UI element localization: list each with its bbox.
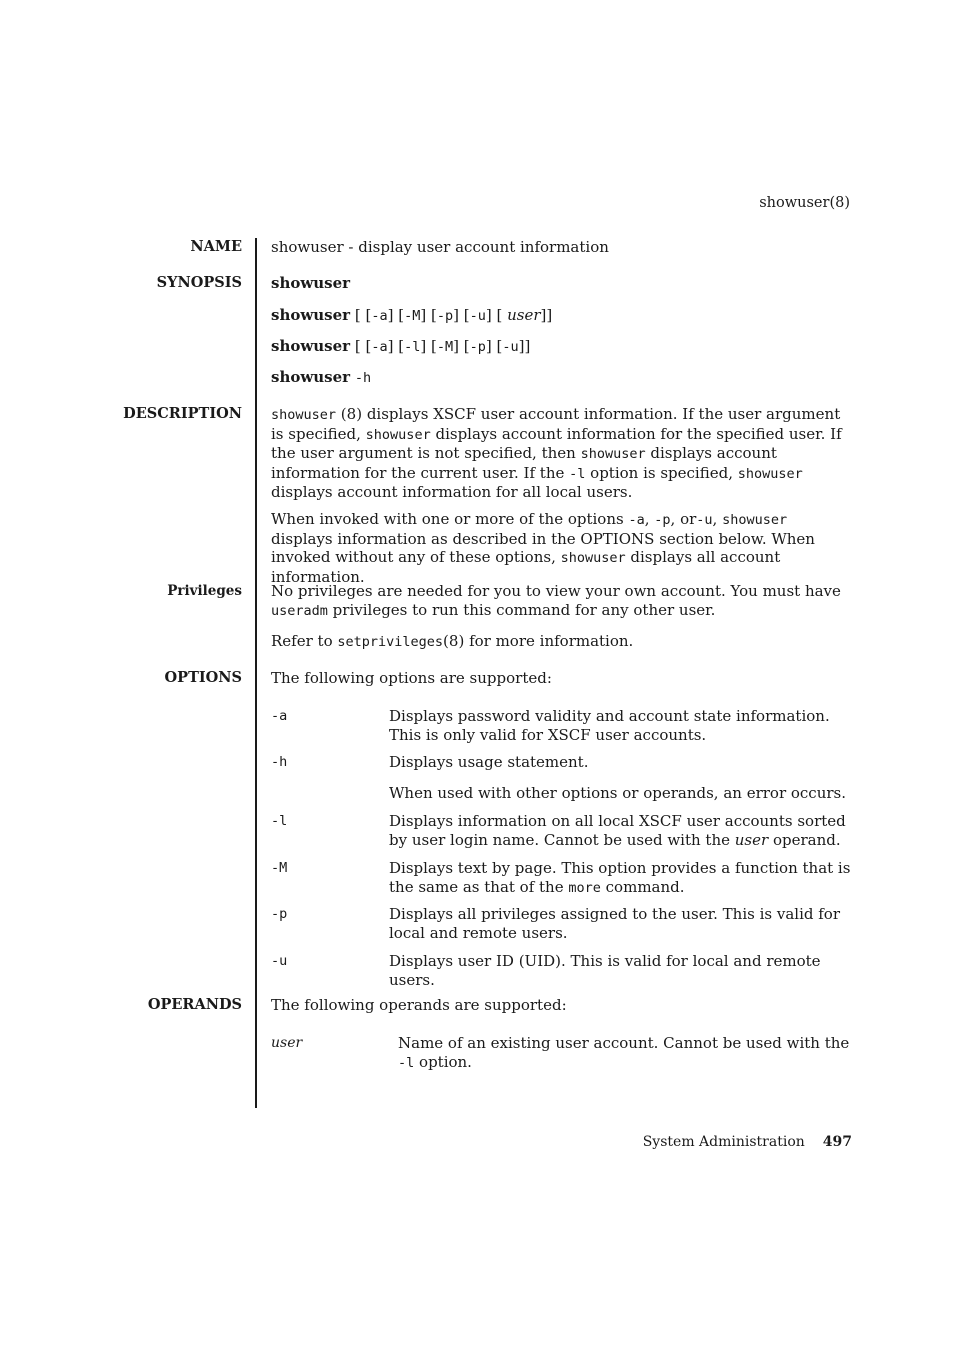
option-key: -h (271, 754, 288, 770)
name-label: NAME (190, 238, 242, 255)
page-footer (643, 1134, 852, 1150)
synopsis-label: SYNOPSIS (156, 274, 242, 291)
privileges-label: Privileges (167, 583, 242, 599)
option-description: Displays usage statement. (389, 753, 589, 771)
description-paragraph-1: showuser (8) displays XSCF user account information. If the user argument is specified, showuser displays account information for the specified user. If the user argument is not specified, then showuser displays account information for the current user. If the -l option is specified, showuser displays account information for all local users. (271, 405, 842, 501)
operands-label: OPERANDS (147, 996, 242, 1013)
privileges-paragraph-1: No privileges are needed for you to view your own account. You must have useradm privileges to run this command for any other user. (271, 582, 841, 619)
synopsis-command: showuser (271, 337, 351, 355)
synopsis-command: showuser (271, 306, 351, 324)
option-description: Displays user ID (UID). This is valid for local and remote users. (389, 952, 821, 989)
description-paragraph-2: When invoked with one or more of the options -a, -p, or-u, showuser displays information as described in the OPTIONS section below. When invoked without any of these options, showuser displays all account information. (271, 510, 815, 586)
option-key: -a (271, 708, 288, 724)
option-key: -p (271, 906, 288, 922)
options-intro: The following options are supported: (271, 669, 552, 687)
option-description: Displays all privileges assigned to the user. This is valid for local and remote users. (389, 905, 840, 942)
operand-key: user (271, 1035, 303, 1051)
option-key: -u (271, 953, 288, 969)
option-key: -l (271, 813, 288, 829)
synopsis-line-4: showuser -h (271, 368, 372, 386)
footer-page-number: 497 (822, 1134, 852, 1150)
page-header-title: showuser(8) (759, 195, 850, 211)
synopsis-command: showuser (271, 274, 351, 292)
option-description: When used with other options or operands, an error occurs. (389, 784, 847, 802)
operands-intro: The following operands are supported: (271, 996, 567, 1014)
option-description: Displays password validity and account state information. This is only valid for XSCF user accounts. (389, 707, 830, 744)
synopsis-line-1 (271, 274, 853, 293)
description-label: DESCRIPTION (123, 405, 242, 422)
synopsis-line-3: showuser [ [-a] [-l] [-M] [-p] [-u]] (271, 337, 531, 355)
operand-description: Name of an existing user account. Cannot be used with the -l option. (398, 1034, 850, 1071)
synopsis-line-2: showuser [ [-a] [-M] [-p] [-u] [ user]] (271, 306, 553, 324)
footer-book-title: System Administration (642, 1134, 805, 1150)
option-description: Displays information on all local XSCF user accounts sorted by user login name. Cannot be used with the user operand. (389, 812, 846, 849)
option-key: -M (271, 860, 288, 876)
privileges-paragraph-2: Refer to setprivileges(8) for more information. (271, 632, 634, 650)
synopsis-command: showuser (271, 368, 351, 386)
section-divider-rule (255, 238, 257, 1108)
name-text: showuser - display user account information (271, 238, 609, 256)
options-label: OPTIONS (164, 669, 242, 686)
option-description: Displays text by page. This option provides a function that is the same as that of the more command. (389, 859, 851, 896)
